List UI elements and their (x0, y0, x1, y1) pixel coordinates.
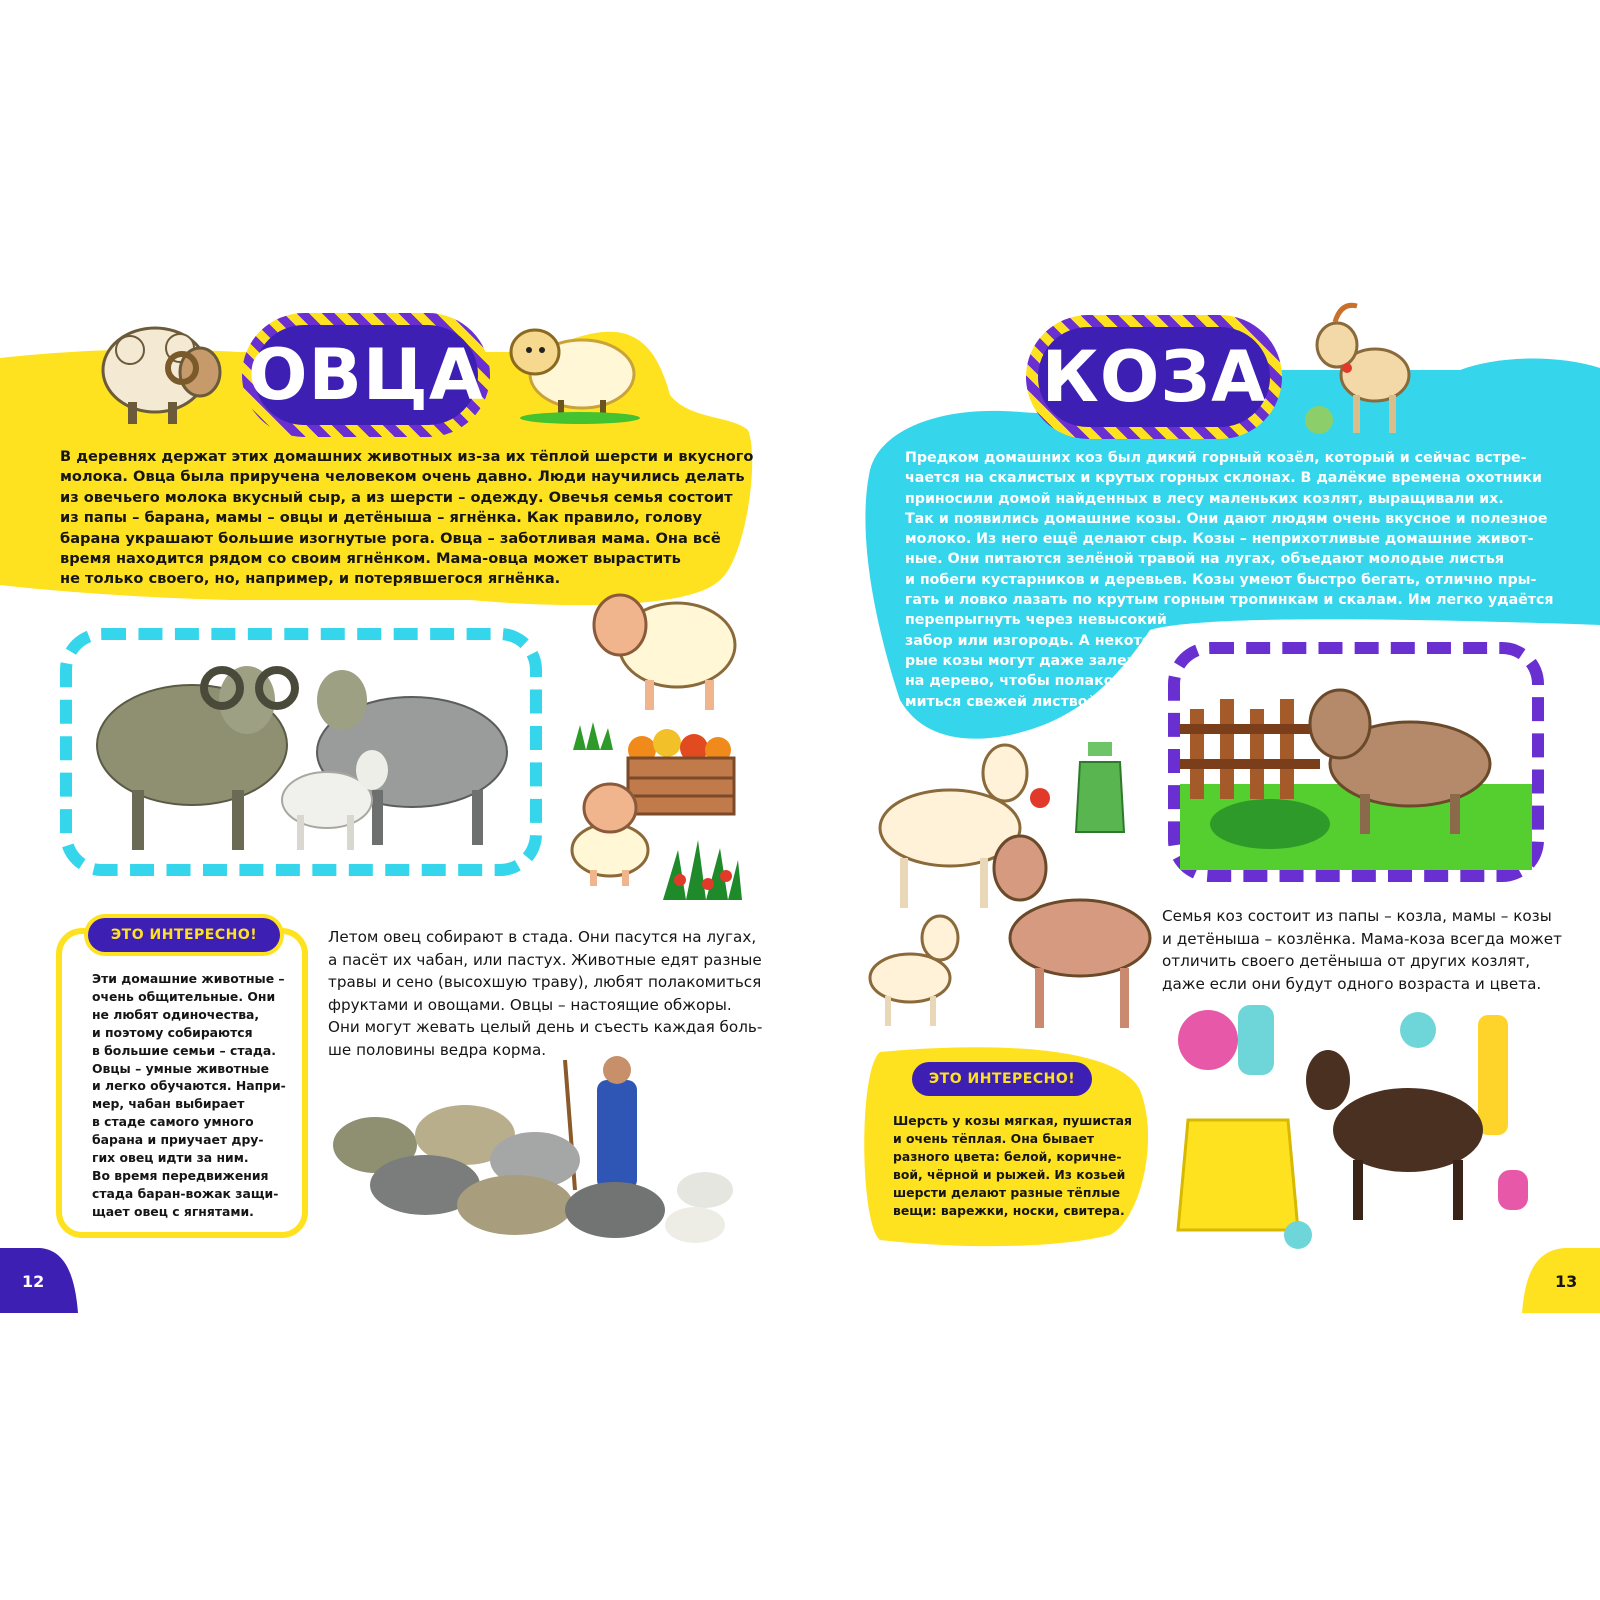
sheep-intro-text (60, 447, 754, 590)
text-line: барана украшают большие изогнутые рога. Овца – заботливая мама. Она всё (60, 529, 721, 547)
fact-line: не любят одиночества, (92, 1006, 260, 1022)
text-line: чается на скалистых и крутых горных склонах. В далёкие времена охотники (905, 470, 1542, 487)
text-line: Они могут жевать целый день и съесть каждая боль- (328, 1018, 763, 1037)
flower-bush-icon (658, 840, 744, 900)
text-line: время находится рядом со своим ягнёнком. Мама-овца может вырастить (60, 550, 681, 568)
fact-line: Овцы – умные животные (92, 1060, 269, 1076)
text-line: молоко. Из него ещё делают сыр. Козы – неприхотливые домашние живот- (905, 531, 1534, 548)
text-line: отличить своего детёныша от других козлят, (1162, 952, 1531, 971)
text-line: гать и ловко лазать по крутым горным тропинкам и скалам. Им легко удаётся (905, 592, 1554, 609)
sheep-fact-box (56, 928, 308, 1238)
text-line: ные. Они питаются зелёной травой на лугах, объедают молодые листья (905, 551, 1504, 568)
page-title: ОВЦА (248, 334, 484, 416)
sheep-body-text (328, 926, 763, 1062)
page-number: 13 (1555, 1272, 1578, 1291)
text-line: и побеги кустарников и деревьев. Козы умеют быстро бегать, отлично пры- (905, 571, 1537, 588)
goat-fence-cartoon (1168, 642, 1544, 882)
sheep-fact-text (92, 970, 308, 1221)
text-line: Так и появились домашние козы. Они дают людям очень вкусное и полезное (905, 510, 1548, 527)
text-line: Предком домашних коз был дикий горный козёл, который и сейчас встре- (905, 450, 1527, 466)
text-line: миться свежей листвой. (905, 693, 1103, 710)
fact-line: стада баран-вожак защи- (92, 1185, 279, 1201)
fact-line: Шерсть у козы мягкая, пушистая (893, 1113, 1132, 1128)
sheep-family-illustration (72, 640, 530, 864)
fact-line: в большие семьи – стада. (92, 1042, 276, 1058)
text-line: из папы – барана, мамы – овцы и детёныша – ягнёнка. Как правило, голову (60, 509, 702, 527)
fact-line: очень общительные. Они (92, 988, 276, 1004)
text-line: В деревнях держат этих домашних животных из-за их тёплой шерсти и вкусного (60, 448, 754, 465)
text-line: из овечьего молока вкусный сыр, а из шерсти – одежду. Овечья семья состоит (60, 488, 733, 506)
flock-with-shepherd-photo (325, 1050, 755, 1250)
sheep-cartoon-icon (585, 585, 745, 715)
goat-fact-text (893, 1112, 1133, 1219)
text-line: фруктами и овощами. Овцы – настоящие обжоры. (328, 995, 732, 1014)
text-line: не только своего, но, например, и потерявшегося ягнёнка. (60, 570, 561, 588)
sheep-fact-badge (88, 918, 280, 952)
fact-badge-label: ЭТО ИНТЕРЕСНО! (928, 1071, 1076, 1087)
goat-body-text (1162, 905, 1582, 995)
fact-line: барана и приучает дру- (92, 1132, 264, 1148)
fact-line: Во время передвижения (92, 1167, 269, 1183)
text-line: приносили домой найденных в лесу маленьких козлят, выращивали их. (905, 490, 1504, 507)
title-plate-sheep (242, 313, 490, 437)
fact-line: и поэтому собираются (92, 1024, 253, 1040)
goat-fact-badge (912, 1062, 1092, 1096)
fact-line: мер, чабан выбирает (92, 1096, 245, 1112)
goat-fence-illustration (1180, 654, 1532, 870)
text-line: ше половины ведра корма. (328, 1040, 547, 1059)
lamb-cartoon-icon (500, 312, 645, 424)
fact-line: шерсти делают разные тёплые (893, 1184, 1121, 1200)
ram-cartoon-icon (90, 310, 230, 430)
text-line: Семья коз состоит из папы – козла, мамы – козы (1162, 907, 1552, 925)
grass-icon (568, 720, 618, 750)
milk-can-icon (1070, 742, 1130, 837)
fact-line: в стаде самого умного (92, 1114, 254, 1130)
text-line: молока. Овца была приручена человеком очень давно. Люди научились делать (60, 468, 745, 486)
fact-line: щает овец с ягнятами. (92, 1203, 254, 1219)
text-line: а пасёт их чабан, или пастух. Животные едят разные (328, 950, 762, 969)
title-plate-inner (248, 325, 484, 425)
fact-line: вещи: варежки, носки, свитера. (893, 1202, 1125, 1218)
sheep-family-photo (60, 628, 542, 876)
fact-line: вой, чёрной и рыжей. Из козьей (893, 1166, 1126, 1182)
text-line: травы и сено (высохшую траву), любят полакомиться (328, 973, 762, 992)
title-plate-goat (1026, 315, 1282, 439)
fact-badge-label: ЭТО ИНТЕРЕСНО! (110, 927, 258, 943)
fact-line: и очень тёплая. Она бывает (893, 1130, 1095, 1146)
fact-line: Эти домашние животные – (92, 971, 285, 986)
fact-line: гих овец идти за ним. (92, 1150, 249, 1166)
fact-line: и легко обучаются. Напри- (92, 1078, 286, 1094)
wool-clothes-icons (1168, 1000, 1593, 1255)
page-number: 12 (22, 1272, 45, 1291)
text-line: Летом овец собирают в стада. Они пасутся на лугах, (328, 928, 757, 946)
text-line: на дерево, чтобы полако- (905, 673, 1120, 690)
page-title: КОЗА (1041, 336, 1267, 418)
fact-line: разного цвета: белой, коричне- (893, 1148, 1122, 1164)
text-line: забор или изгородь. А некото- (905, 632, 1158, 649)
text-line: и детёныша – козлёнка. Мама-коза всегда может (1162, 929, 1562, 948)
small-lamb-icon (560, 778, 656, 888)
text-line: рые козы могут даже залезть (905, 652, 1153, 669)
text-line: даже если они будут одного возраста и цвета. (1162, 974, 1542, 993)
text-line: перепрыгнуть через невысокий (905, 612, 1167, 629)
goat-head-cartoon-icon (1305, 300, 1425, 442)
title-plate-inner (1038, 327, 1270, 427)
